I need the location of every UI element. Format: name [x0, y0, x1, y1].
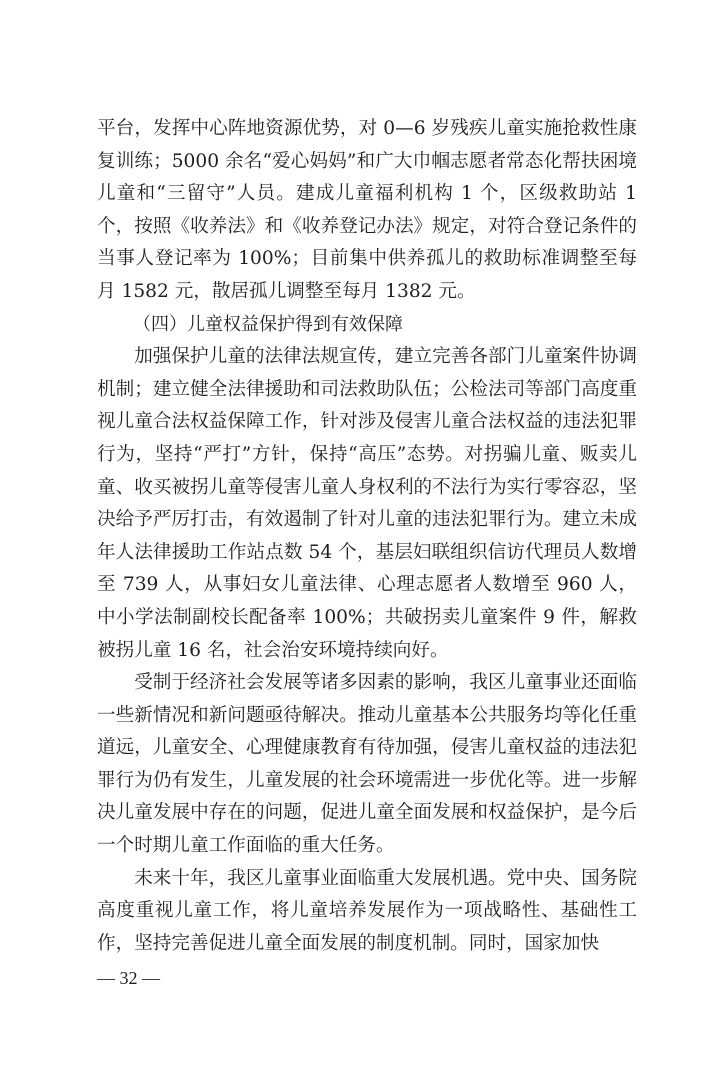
- body-text: [97, 113, 637, 960]
- paragraph: 受制于经济社会发展等诸多因素的影响，我区儿童事业还面临一些新情况和新问题亟待解决。推动儿童基本公共服务均等化任重道远，儿童安全、心理健康教育有待加强，侵害儿童权益的违法犯罪行为仍有发生，儿童发展的社会环境需进一步优化等。进一步解决儿童发展中存在的问题，促进儿童全面发展和权益保护，是今后一个时期儿童工作面临的重大任务。: [97, 672, 637, 857]
- paragraph: 加强保护儿童的法律法规宣传，建立完善各部门儿童案件协调机制；建立健全法律援助和司法救助队伍；公检法司等部门高度重视儿童合法权益保障工作，针对涉及侵害儿童合法权益的违法犯罪行为，坚持“严打”方针，保持“高压”态势。对拐骗儿童、贩卖儿童、收买被拐儿童等侵害儿童人身权利的不法行为实行零容忍，坚决给予严厉打击，有效遏制了针对儿童的违法犯罪行为。建立未成年人法律援助工作站点数 54 个，基层妇联组织信访代理员人数增至 739 人，从事妇女儿童法律、心理志愿者人数增至 960 人，中小学法制副校长配备率 100%；共破拐卖儿童案件 9 件，解救被拐儿童 16 名，社会治安环境持续向好。: [97, 346, 637, 661]
- section-heading: （四）儿童权益保护得到有效保障: [133, 313, 403, 335]
- page-number: — 32 —: [97, 968, 160, 988]
- paragraph: 未来十年，我区儿童事业面临重大发展机遇。党中央、国务院高度重视儿童工作，将儿童培养发展作为一项战略性、基础性工作，坚持完善促进儿童全面发展的制度机制。同时，国家加快: [97, 867, 637, 954]
- paragraph-continued: 平台，发挥中心阵地资源优势，对 0—6 岁残疾儿童实施抢救性康复训练；5000 余名“爱心妈妈”和广大巾帼志愿者常态化帮扶困境儿童和“三留守”人员。建成儿童福利机构 1 个，区级救助站 1 个，按照《收养法》和《收养登记办法》规定，对符合登记条件的当事人登记率为 100%；目前集中供养孤儿的救助标准调整至每月 1582 元，散居孤儿调整至每月 1382 元。: [97, 118, 637, 302]
